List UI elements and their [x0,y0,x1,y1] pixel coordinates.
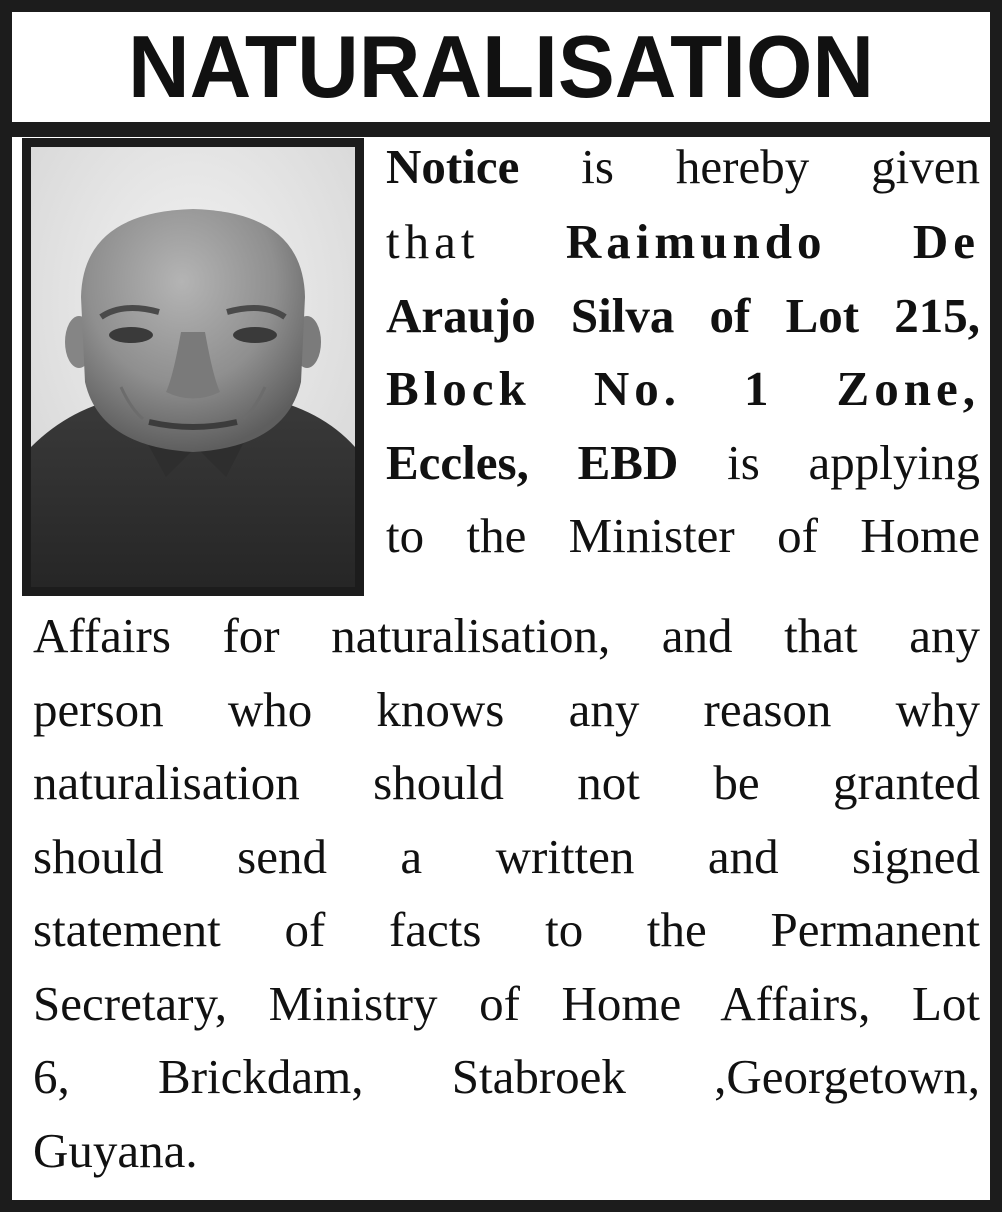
notice-line-1: Notice is hereby given [386,139,980,194]
title-bar [0,0,1002,137]
notice-line-7: Affairs for naturalisation, and that any [33,608,980,663]
title-box [12,12,990,122]
notice-line-9: naturalisation should not be granted [33,755,980,810]
notice-line-2: that Raimundo De [386,214,980,269]
notice-line-11: statement of facts to the Permanent [33,902,980,957]
portrait-image [31,147,355,587]
applicant-photo [22,138,364,596]
notice-line-12: Secretary, Ministry of Home Affairs, Lot [33,976,980,1031]
notice-line-3: Araujo Silva of Lot 215, [386,288,980,343]
notice-line-8: person who knows any reason why [33,682,980,737]
notice-line-5: Eccles, EBD is applying [386,435,980,490]
notice-line-10: should send a written and signed [33,829,980,884]
notice-line-13: 6, Brickdam, Stabroek ,Georgetown, [33,1049,980,1104]
notice-line-6: to the Minister of Home [386,508,980,563]
page-title: NATURALISATION [127,17,875,116]
notice-line-14: Guyana. [33,1123,198,1178]
notice-line-4: Block No. 1 Zone, [386,361,980,416]
